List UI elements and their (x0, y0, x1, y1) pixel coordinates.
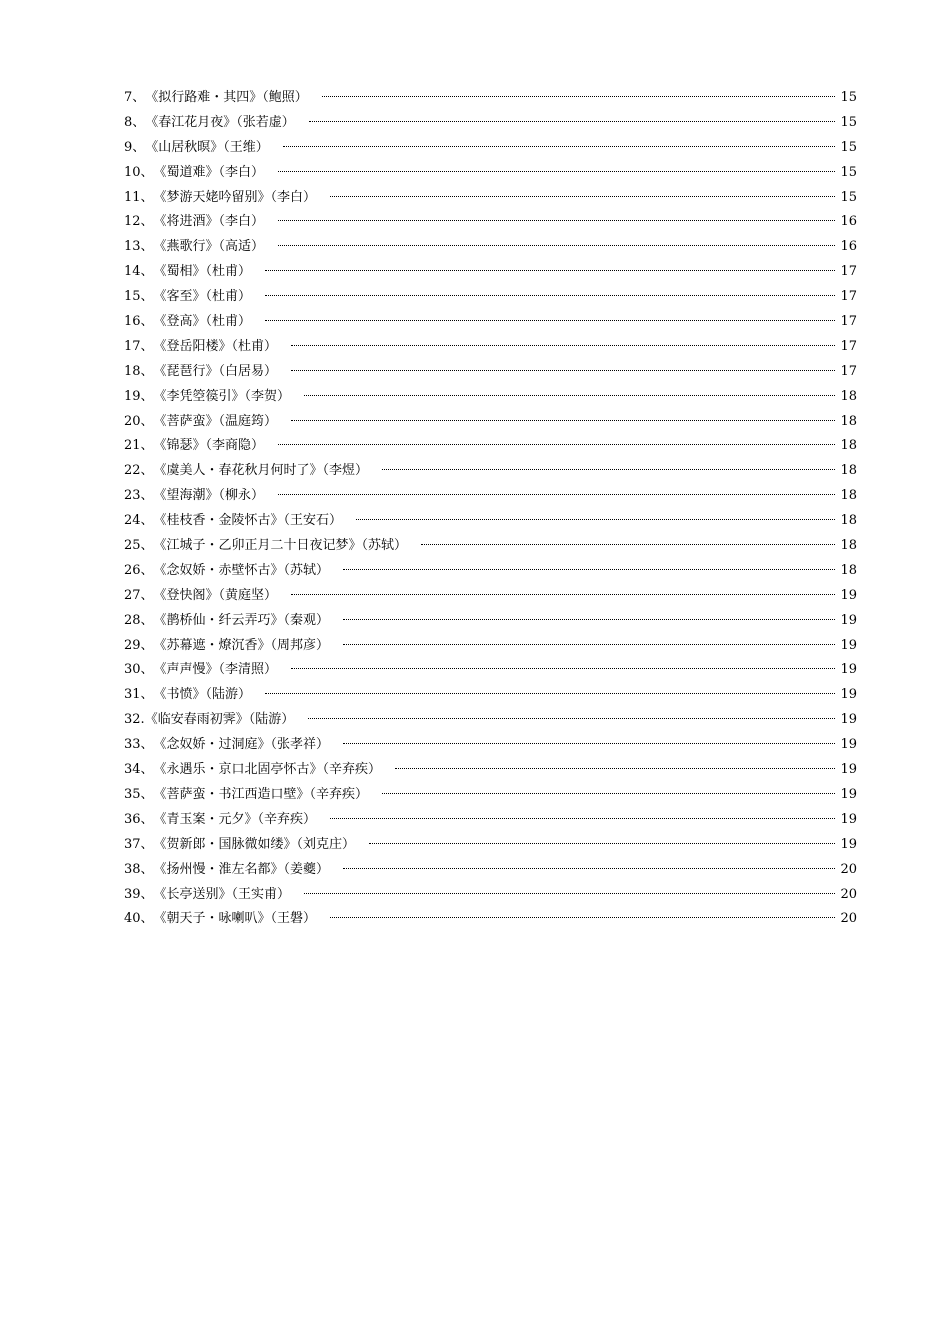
toc-entry-page-number: 19 (840, 662, 857, 678)
toc-entry-page-number: 19 (840, 762, 857, 778)
toc-entry-title: 《念奴娇・过洞庭》（张孝祥） (153, 737, 330, 753)
toc-entry-page-number: 19 (840, 836, 857, 852)
toc-entry[interactable] (124, 584, 857, 609)
toc-entry[interactable] (124, 210, 857, 235)
toc-entry-page-number: 19 (840, 712, 857, 728)
toc-entry-page-number: 17 (840, 289, 857, 305)
toc-entry-page-number: 15 (840, 114, 857, 130)
toc-entry-number: 36、 (124, 811, 154, 827)
table-of-contents (124, 86, 857, 932)
toc-dot-leader (308, 717, 835, 719)
toc-dot-leader (356, 518, 835, 520)
toc-entry-page-number: 16 (840, 239, 857, 255)
toc-dot-leader (291, 593, 835, 595)
toc-entry[interactable] (124, 883, 857, 908)
toc-dot-leader (343, 867, 835, 869)
toc-entry-title: 《登高》（杜甫） (153, 314, 252, 330)
toc-dot-leader (330, 817, 835, 819)
toc-entry-number: 29、 (124, 637, 154, 653)
toc-dot-leader (278, 170, 835, 172)
toc-entry-number: 30、 (124, 662, 154, 678)
toc-entry[interactable] (124, 86, 857, 111)
toc-entry-page-number: 17 (840, 314, 857, 330)
toc-entry-title: 《燕歌行》（高适） (153, 239, 265, 255)
toc-dot-leader (278, 219, 835, 221)
toc-entry-page-number: 18 (840, 488, 857, 504)
toc-entry[interactable] (124, 733, 857, 758)
toc-entry-title: 《朝天子・咏喇叭》（王磐） (153, 911, 317, 927)
toc-dot-leader (304, 394, 835, 396)
toc-entry-number: 39、 (124, 886, 154, 902)
toc-entry[interactable] (124, 434, 857, 459)
toc-entry-page-number: 19 (840, 811, 857, 827)
toc-entry-title: 《梦游天姥吟留别》（李白） (153, 189, 317, 205)
toc-dot-leader (278, 443, 835, 445)
toc-entry-number: 32. (124, 712, 145, 728)
toc-entry[interactable] (124, 260, 857, 285)
toc-entry-number: 22、 (124, 463, 154, 479)
toc-dot-leader (343, 568, 835, 570)
toc-entry-page-number: 19 (840, 786, 857, 802)
toc-entry[interactable] (124, 484, 857, 509)
toc-entry-title: 《望海潮》（柳永） (153, 488, 265, 504)
toc-entry[interactable] (124, 758, 857, 783)
toc-dot-leader (369, 842, 835, 844)
toc-entry-title: 《将进酒》（李白） (153, 214, 265, 230)
toc-entry-page-number: 18 (840, 463, 857, 479)
toc-entry[interactable] (124, 858, 857, 883)
toc-entry-title: 《临安春雨初霁》（陆游） (144, 712, 295, 728)
toc-entry-number: 18、 (124, 363, 154, 379)
toc-entry-number: 10、 (124, 164, 154, 180)
toc-entry-number: 26、 (124, 562, 154, 578)
toc-entry-title: 《菩萨蛮》（温庭筠） (153, 413, 278, 429)
toc-entry[interactable] (124, 385, 857, 410)
toc-dot-leader (291, 667, 835, 669)
toc-entry-page-number: 20 (840, 861, 857, 877)
toc-entry-number: 21、 (124, 438, 154, 454)
toc-dot-leader (291, 369, 835, 371)
toc-entry-page-number: 18 (840, 513, 857, 529)
toc-entry-title: 《琵琶行》（白居易） (153, 363, 278, 379)
toc-entry-number: 24、 (124, 513, 154, 529)
toc-entry-title: 《扬州慢・淮左名都》（姜夔） (153, 861, 330, 877)
toc-entry-title: 《念奴娇・赤壁怀古》（苏轼） (153, 562, 330, 578)
toc-dot-leader (322, 95, 835, 97)
toc-entry-number: 23、 (124, 488, 154, 504)
toc-entry-page-number: 18 (840, 388, 857, 404)
toc-entry-number: 20、 (124, 413, 154, 429)
toc-entry-title: 《登快阁》（黄庭坚） (153, 587, 278, 603)
toc-entry-page-number: 15 (840, 164, 857, 180)
toc-entry[interactable] (124, 683, 857, 708)
toc-entry-title: 《春江花月夜》（张若虚） (145, 114, 295, 130)
toc-entry-title: 《登岳阳楼》（杜甫） (153, 338, 278, 354)
toc-entry-number: 38、 (124, 861, 154, 877)
toc-entry-page-number: 19 (840, 637, 857, 653)
toc-entry-title: 《山居秋暝》（王维） (145, 139, 269, 155)
toc-entry[interactable] (124, 360, 857, 385)
toc-entry-title: 《锦瑟》（李商隐） (153, 438, 265, 454)
toc-entry-title: 《江城子・乙卯正月二十日夜记梦》（苏轼） (153, 538, 408, 554)
toc-entry-title: 《鹊桥仙・纤云弄巧》（秦观） (153, 612, 330, 628)
toc-entry[interactable] (124, 310, 857, 335)
toc-dot-leader (291, 344, 835, 346)
toc-entry-title: 《长亭送别》（王实甫） (153, 886, 291, 902)
toc-dot-leader (291, 419, 835, 421)
toc-entry-title: 《苏幕遮・燎沉香》（周邦彦） (153, 637, 330, 653)
toc-entry-number: 12、 (124, 214, 154, 230)
toc-dot-leader (265, 692, 835, 694)
toc-entry-page-number: 20 (840, 911, 857, 927)
toc-entry-number: 34、 (124, 762, 154, 778)
toc-entry-number: 37、 (124, 836, 154, 852)
toc-entry[interactable] (124, 335, 857, 360)
toc-entry-title: 《声声慢》（李清照） (153, 662, 278, 678)
toc-entry[interactable] (124, 410, 857, 435)
toc-entry-page-number: 15 (840, 189, 857, 205)
toc-entry-number: 16、 (124, 314, 154, 330)
toc-dot-leader (278, 493, 835, 495)
toc-entry-page-number: 17 (840, 338, 857, 354)
toc-entry-number: 31、 (124, 687, 154, 703)
toc-dot-leader (304, 892, 835, 894)
toc-entry-number: 13、 (124, 239, 154, 255)
toc-entry[interactable] (124, 285, 857, 310)
toc-entry[interactable] (124, 111, 857, 136)
toc-dot-leader (343, 742, 835, 744)
toc-dot-leader (382, 792, 835, 794)
toc-entry-number: 8、 (124, 114, 146, 130)
toc-entry-number: 15、 (124, 289, 154, 305)
toc-entry-number: 33、 (124, 737, 154, 753)
toc-entry-page-number: 19 (840, 687, 857, 703)
toc-dot-leader (330, 916, 835, 918)
toc-entry-number: 25、 (124, 538, 154, 554)
toc-dot-leader (343, 618, 835, 620)
toc-entry-page-number: 19 (840, 737, 857, 753)
toc-entry-title: 《青玉案・元夕》（辛弃疾） (153, 811, 317, 827)
toc-dot-leader (265, 319, 835, 321)
toc-entry-number: 9、 (124, 139, 146, 155)
toc-dot-leader (278, 244, 835, 246)
toc-dot-leader (343, 643, 835, 645)
toc-entry-number: 7、 (124, 90, 146, 105)
toc-dot-leader (330, 195, 835, 197)
toc-entry-number: 28、 (124, 612, 154, 628)
toc-entry-title: 《贺新郎・国脉微如缕》（刘克庄） (153, 836, 356, 852)
toc-dot-leader (395, 767, 835, 769)
toc-entry-page-number: 18 (840, 438, 857, 454)
toc-entry[interactable] (124, 136, 857, 161)
toc-entry[interactable] (124, 907, 857, 932)
toc-entry-title: 《书愤》（陆游） (153, 687, 252, 703)
toc-entry[interactable] (124, 783, 857, 808)
toc-entry-title: 《蜀道难》（李白） (153, 164, 265, 180)
toc-dot-leader (421, 543, 835, 545)
toc-dot-leader (283, 145, 835, 147)
toc-entry-number: 19、 (124, 388, 154, 404)
toc-dot-leader (382, 468, 835, 470)
toc-dot-leader (309, 120, 835, 122)
toc-entry-title: 《菩萨蛮・书江西造口壁》（辛弃疾） (153, 786, 369, 802)
toc-entry[interactable] (124, 708, 857, 733)
toc-entry-page-number: 17 (840, 264, 857, 280)
toc-entry[interactable] (124, 534, 857, 559)
toc-entry[interactable] (124, 459, 857, 484)
toc-entry-page-number: 15 (840, 139, 857, 155)
toc-entry-page-number: 17 (840, 363, 857, 379)
toc-entry[interactable] (124, 235, 857, 260)
toc-entry[interactable] (124, 509, 857, 534)
toc-entry-title: 《桂枝香・金陵怀古》（王安石） (153, 513, 343, 529)
toc-entry-number: 27、 (124, 587, 154, 603)
toc-entry-page-number: 15 (840, 90, 857, 105)
toc-entry[interactable] (124, 609, 857, 634)
toc-entry-title: 《永遇乐・京口北固亭怀古》（辛弃疾） (153, 762, 382, 778)
toc-entry-title: 《客至》（杜甫） (153, 289, 252, 305)
toc-entry-page-number: 19 (840, 612, 857, 628)
toc-entry-title: 《虞美人・春花秋月何时了》（李煜） (153, 463, 369, 479)
toc-entry-page-number: 18 (840, 538, 857, 554)
toc-dot-leader (265, 294, 835, 296)
toc-entry-page-number: 19 (840, 587, 857, 603)
toc-entry[interactable] (124, 559, 857, 584)
toc-entry[interactable] (124, 186, 857, 211)
toc-entry[interactable] (124, 833, 857, 858)
toc-entry-number: 11、 (124, 189, 154, 205)
toc-entry-title: 《拟行路难・其四》（鲍照） (145, 90, 308, 105)
toc-dot-leader (265, 269, 835, 271)
toc-entry[interactable] (124, 161, 857, 186)
toc-entry-number: 35、 (124, 786, 154, 802)
toc-entry-number: 40、 (124, 911, 154, 927)
toc-entry[interactable] (124, 658, 857, 683)
toc-entry-title: 《李凭箜篌引》（李贺） (153, 388, 291, 404)
toc-entry-number: 14、 (124, 264, 154, 280)
toc-entry[interactable] (124, 634, 857, 659)
toc-entry-title: 《蜀相》（杜甫） (153, 264, 252, 280)
toc-entry-page-number: 20 (840, 886, 857, 902)
toc-entry-page-number: 16 (840, 214, 857, 230)
toc-entry-page-number: 18 (840, 562, 857, 578)
toc-entry[interactable] (124, 808, 857, 833)
toc-entry-page-number: 18 (840, 413, 857, 429)
toc-entry-number: 17、 (124, 338, 154, 354)
